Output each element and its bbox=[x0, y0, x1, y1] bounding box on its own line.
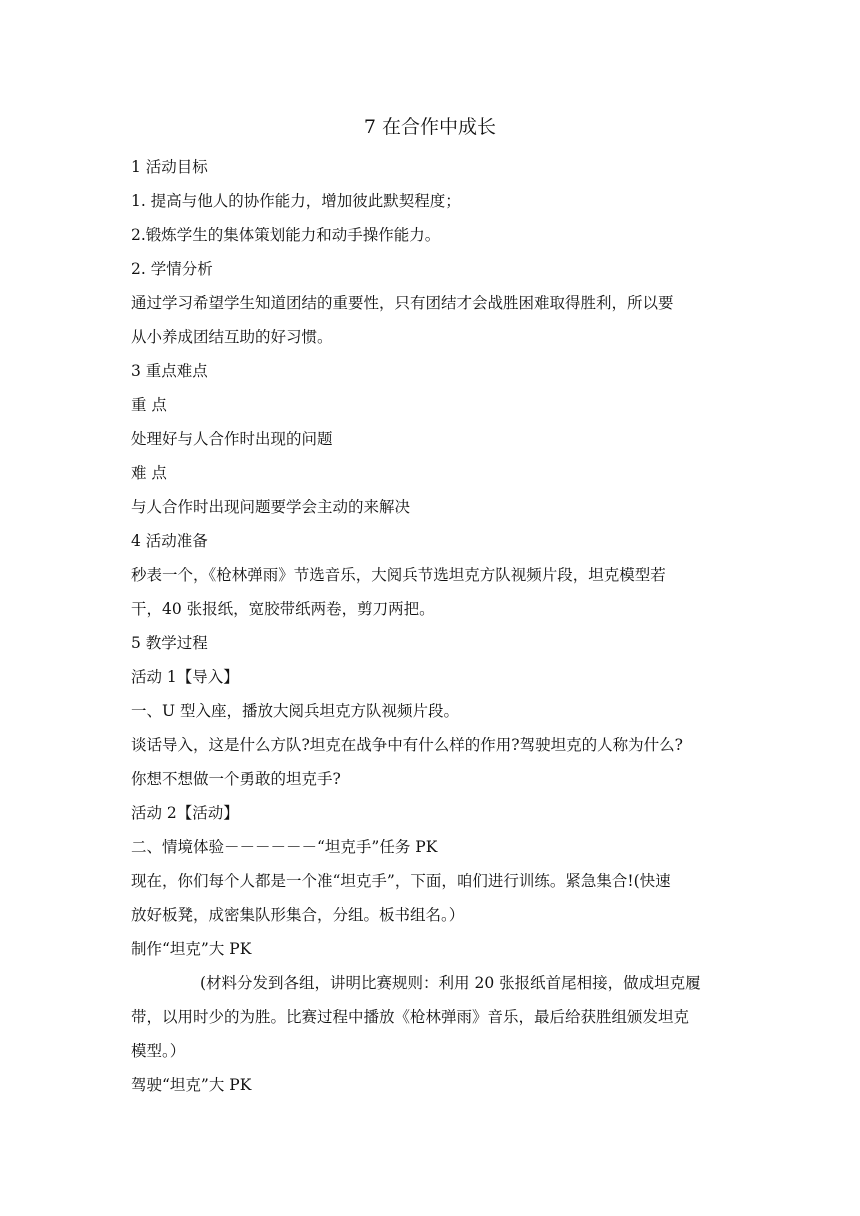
text-line: 从小养成团结互助的好习惯。 bbox=[131, 328, 333, 346]
section-heading: 1 活动目标 bbox=[131, 158, 208, 176]
section-heading: 5 教学过程 bbox=[131, 634, 208, 652]
section-heading: 4 活动准备 bbox=[131, 532, 208, 550]
text-line: 模型。） bbox=[131, 1042, 186, 1060]
text-line: (材料分发到各组，讲明比赛规则：利用 20 张报纸首尾相接，做成坦克履 bbox=[200, 974, 701, 992]
text-line: 谈话导入，这是什么方队?坦克在战争中有什么样的作用?驾驶坦克的人称为什么? bbox=[131, 736, 683, 754]
section-heading: 2. 学情分析 bbox=[131, 260, 213, 278]
text-line: 现在，你们每个人都是一个准“坦克手”，下面，咱们进行训练。紧急集合!(快速 bbox=[131, 872, 671, 890]
text-line: 与人合作时出现问题要学会主动的来解决 bbox=[131, 498, 411, 516]
text-line: 干，40 张报纸，宽胶带纸两卷，剪刀两把。 bbox=[131, 600, 435, 618]
text-line: 通过学习希望学生知道团结的重要性，只有团结才会战胜困难取得胜利，所以要 bbox=[131, 294, 674, 312]
text-line: 带，以用时少的为胜。比赛过程中播放《枪林弹雨》音乐，最后给获胜组颁发坦克 bbox=[131, 1008, 690, 1026]
text-line: 你想不想做一个勇敢的坦克手? bbox=[131, 770, 341, 788]
subheading: 活动 2【活动】 bbox=[131, 804, 239, 822]
text-line: 2.锻炼学生的集体策划能力和动手操作能力。 bbox=[131, 226, 441, 244]
text-line: 秒表一个，《枪林弹雨》节选音乐，大阅兵节选坦克方队视频片段，坦克模型若 bbox=[131, 566, 666, 584]
subheading: 驾驶“坦克”大 PK bbox=[131, 1076, 252, 1094]
subheading: 重 点 bbox=[131, 396, 167, 414]
subheading: 制作“坦克”大 PK bbox=[131, 940, 252, 958]
subheading: 难 点 bbox=[131, 464, 167, 482]
subheading: 活动 1【导入】 bbox=[131, 668, 239, 686]
page-title: 7 在合作中成长 bbox=[363, 116, 497, 138]
text-line: 二、情境体验－－－－－－“坦克手”任务 PK bbox=[131, 838, 438, 856]
section-heading: 3 重点难点 bbox=[131, 362, 208, 380]
text-line: 处理好与人合作时出现的问题 bbox=[131, 430, 333, 448]
text-line: 1. 提高与他人的协作能力，增加彼此默契程度； bbox=[131, 192, 461, 210]
text-line: 一、U 型入座，播放大阅兵坦克方队视频片段。 bbox=[131, 702, 459, 720]
text-line: 放好板凳，成密集队形集合，分组。板书组名。） bbox=[131, 906, 465, 924]
